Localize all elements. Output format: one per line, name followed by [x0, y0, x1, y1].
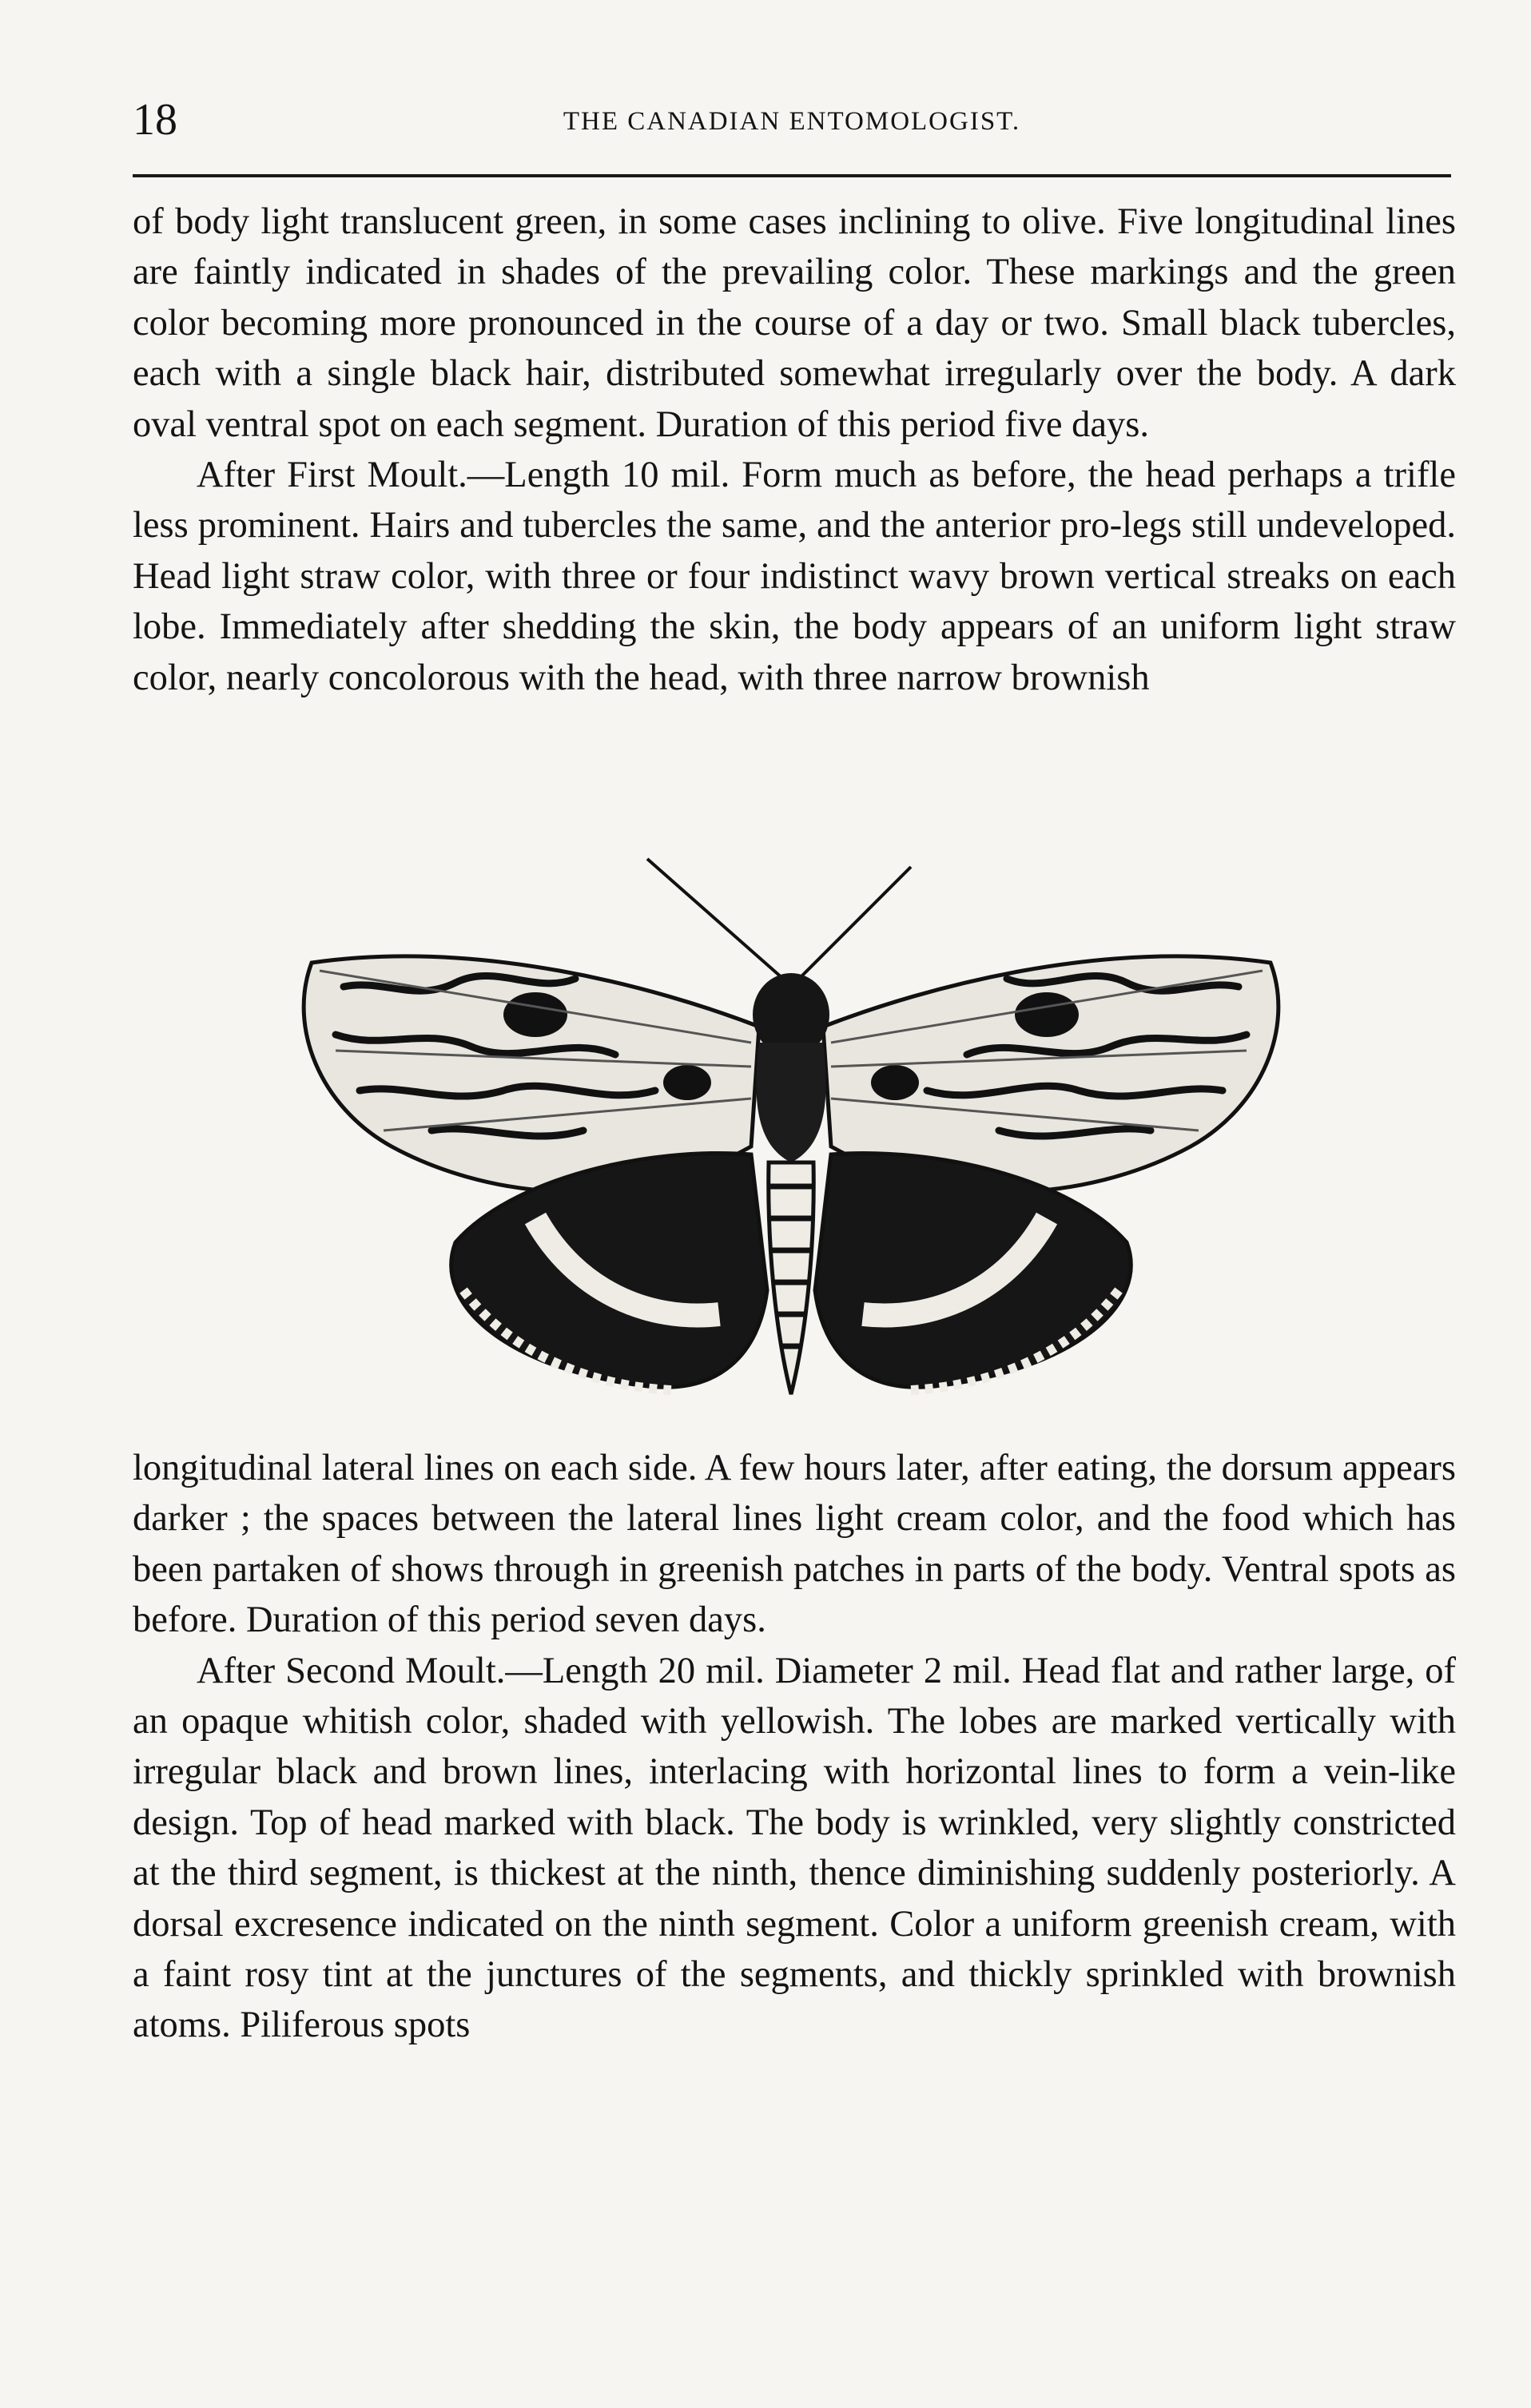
- page-header: [133, 88, 1451, 152]
- paragraph: After First Moult.—Length 10 mil. Form much as before, the head perhaps a trifle less prominent. Hairs and tubercles the same, and the anterior pro-legs still undeveloped. Head light straw color, with three or four indistinct wavy brown vertical streaks on each lobe. Immediately after shedding the skin, the body appears of an uniform light straw color, nearly concolorous with the head, with three narrow brownish: [133, 455, 1456, 698]
- running-head: THE CANADIAN ENTOMOLOGIST.: [563, 107, 1021, 136]
- paragraph: of body light translucent green, in some cases inclining to olive. Five longitudinal lines are faintly indicated in shades of the prevailing color. These markings and the green color becoming more pronounced in the course of a day or two. Small black tubercles, each with a single black hair, distributed somewhat irregularly over the body. A dark oval ventral spot on each segment. Duration of this period five days.: [133, 201, 1456, 445]
- paragraph: longitudinal lateral lines on each side. A few hours later, after eating, the dorsum appears darker ; the spaces between the lateral lines light cream color, and the food which has been partaken of shows through in greenish patches in parts of the body. Ventral spots as before. Duration of this period seven days.: [133, 1448, 1456, 1641]
- page-number: 18: [133, 95, 177, 145]
- paragraph: After Second Moult.—Length 20 mil. Diameter 2 mil. Head flat and rather large, of an opaque whitish color, shaded with yellowish. The lobes are marked vertically with irregular black and brown lines, interlacing with horizontal lines to form a vein-like design. Top of head marked with black. The body is wrinkled, very slightly constricted at the third segment, is thickest at the ninth, thence diminishing suddenly posteriorly. A dorsal excresence indicated on the ninth segment. Color a uniform greenish cream, with a faint rosy tint at the junctures of the segments, and thickly sprinkled with brownish atoms. Piliferous spots: [133, 1650, 1456, 2046]
- body-text-top: [133, 197, 1456, 703]
- moth-engraving: [272, 843, 1310, 1418]
- body-text-bottom: [133, 1443, 1456, 2051]
- header-rule: [133, 174, 1451, 177]
- moth-illustration: [272, 843, 1310, 1418]
